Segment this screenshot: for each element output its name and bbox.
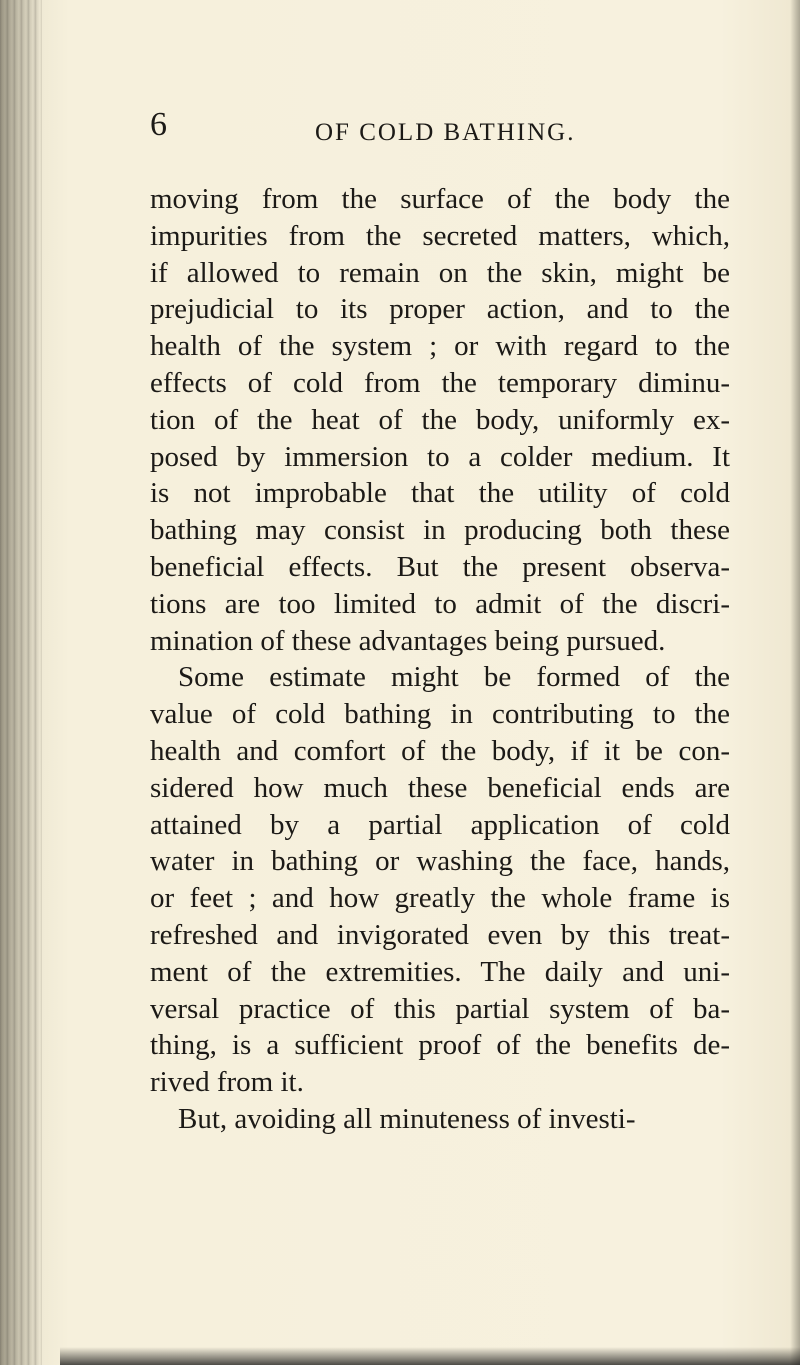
text-line: versal practice of this partial system of ba- <box>150 992 730 1025</box>
text-line: posed by immersion to a colder medium. It <box>150 440 730 473</box>
text-line: is not improbable that the utility of cold <box>150 477 730 510</box>
text-line: Some estimate might be formed of the <box>178 661 730 694</box>
text-line: sidered how much these beneficial ends are <box>150 771 730 804</box>
text-line: thing, is a sufficient proof of the benefits de- <box>150 1029 730 1062</box>
text-line: or feet ; and how greatly the whole frame is <box>150 882 730 915</box>
text-line: effects of cold from the temporary diminu- <box>150 366 730 399</box>
text-line: But, avoiding all minuteness of investi- <box>178 1102 636 1135</box>
running-head: OF COLD BATHING. <box>315 119 576 146</box>
text-line: prejudicial to its proper action, and to the <box>150 293 730 326</box>
text-line: health of the system ; or with regard to the <box>150 330 730 363</box>
text-line: mination of these advantages being pursued. <box>150 624 666 657</box>
text-line: bathing may consist in producing both these <box>150 514 730 547</box>
text-line: rived from it. <box>150 1066 304 1099</box>
binding-gutter <box>0 0 42 1365</box>
text-line: tion of the heat of the body, uniformly ex- <box>150 403 730 436</box>
text-line: beneficial effects. But the present observa- <box>150 550 730 583</box>
text-line: ment of the extremities. The daily and uni- <box>150 955 730 988</box>
text-line: tions are too limited to admit of the discri- <box>150 587 730 620</box>
text-line: if allowed to remain on the skin, might be <box>150 256 730 289</box>
text-line: attained by a partial application of cold <box>150 808 730 841</box>
text-line: value of cold bathing in contributing to the <box>150 698 730 731</box>
text-line: water in bathing or washing the face, hands, <box>150 845 730 878</box>
text-line: refreshed and invigorated even by this treat- <box>150 918 730 951</box>
text-line: health and comfort of the body, if it be con- <box>150 734 730 767</box>
page-right-edge <box>790 0 800 1365</box>
page-number: 6 <box>150 106 167 143</box>
text-line: impurities from the secreted matters, which, <box>150 219 730 252</box>
text-line: moving from the surface of the body the <box>150 183 730 215</box>
page-bottom-edge <box>60 1347 800 1365</box>
body-text <box>150 181 730 1138</box>
page-header <box>150 108 750 148</box>
